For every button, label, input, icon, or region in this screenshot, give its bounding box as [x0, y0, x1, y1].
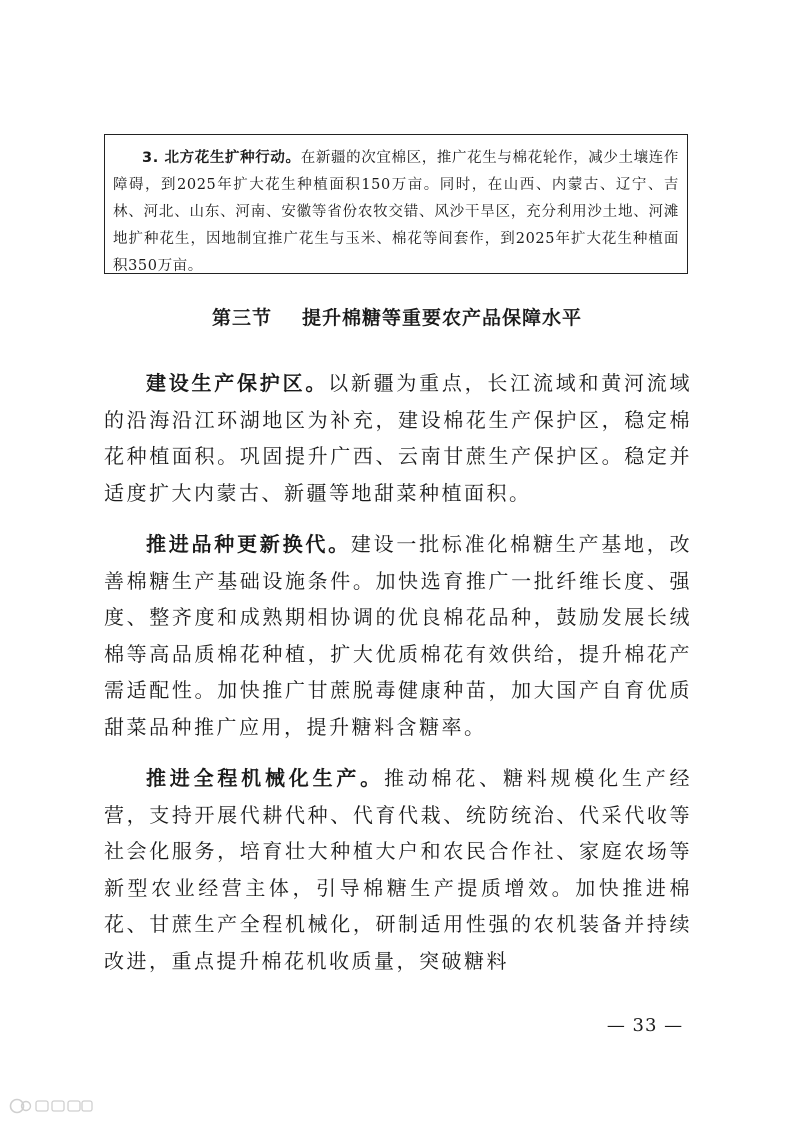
paragraph-text: 建设一批标准化棉糖生产基地，改善棉糖生产基础设施条件。加快选育推广一批纤维长度、强度、整齐度和成熟期相协调的优良棉花品种，鼓励发展长绒棉等高品质棉花种植，扩大优质棉花有效供给，提升棉花产需适配性。加快推广甘蔗脱毒健康种苗，加大国产自育优质甜菜品种推广应用，提升糖料含糖率。	[104, 532, 693, 739]
paragraph-production-zone	[104, 365, 692, 511]
box-text: 在新疆的次宜棉区，推广花生与棉花轮作，减少土壤连作障碍，到2025年扩大花生种植面积150万亩。同时，在山西、内蒙古、辽宁、吉林、河北、山东、河南、安徽等省份农牧交错、风沙干旱区，充分利用沙土地、河滩地扩种花生，因地制宜推广花生与玉米、棉花等间套作，到2025年扩大花生种植面积350万亩。	[113, 150, 679, 274]
section-number: 第三节	[211, 307, 272, 329]
paragraph-lead: 推进品种更新换代。	[146, 532, 351, 556]
body-content	[104, 365, 692, 994]
section-title-text: 提升棉糖等重要农产品保障水平	[302, 307, 583, 329]
paragraph-variety-update	[104, 526, 692, 745]
paragraph-text: 以新疆为重点，长江流域和黄河流域的沿海沿江环湖地区为补充，建设棉花生产保护区，稳定棉花种植面积。巩固提升广西、云南甘蔗生产保护区。稳定并适度扩大内蒙古、新疆等地甜菜种植面积。	[104, 371, 693, 505]
highlight-box	[104, 134, 688, 274]
section-heading	[0, 303, 794, 330]
paragraph-lead: 推进全程机械化生产。	[146, 766, 384, 790]
paragraph-mechanization	[104, 760, 692, 979]
brand-logo-icon	[8, 1096, 94, 1116]
paragraph-lead: 建设生产保护区。	[146, 371, 329, 395]
page-number: — 33 —	[606, 1015, 684, 1036]
box-lead: 3. 北方花生扩种行动。	[142, 150, 301, 166]
paragraph-text: 推动棉花、糖料规模化生产经营，支持开展代耕代种、代育代栽、统防统治、代采代收等社会化服务，培育壮大种植大户和农民合作社、家庭农场等新型农业经营主体，引导棉糖生产提质增效。加快推进棉花、甘蔗生产全程机械化，研制适用性强的农机装备并持续改进，重点提升棉花机收质量，突破糖料	[104, 766, 693, 973]
watermark	[8, 1096, 94, 1116]
